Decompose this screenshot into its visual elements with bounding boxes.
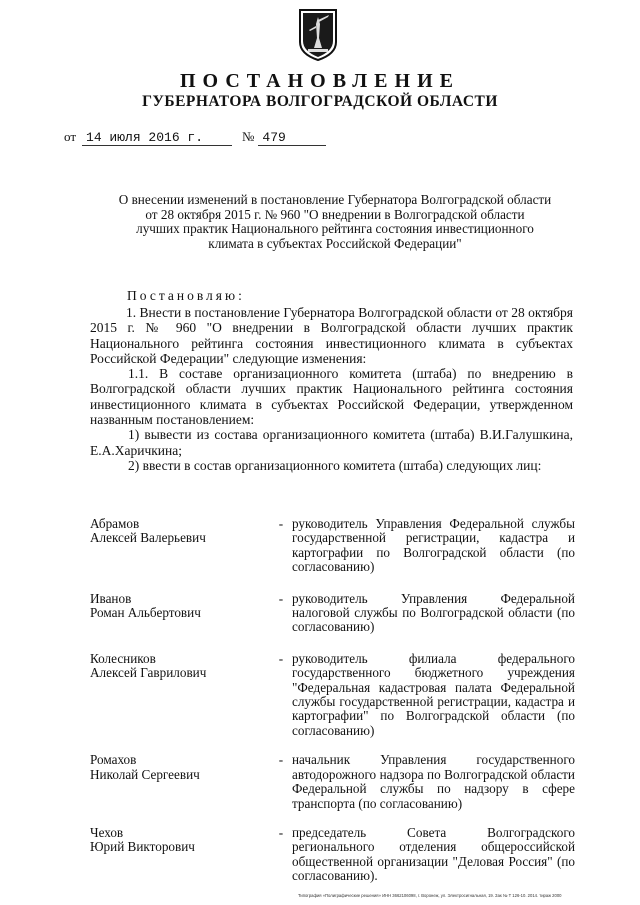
member-row: [90, 826, 575, 884]
member-role: руководитель Управления Федеральной службы государственной регистрации, кадастра и картографии по Волгоградской области (по согласованию): [292, 516, 575, 575]
paragraph: 1.1. В составе организационного комитета (штаба) по внедрению в Волгоградской области лучших практик Национального рейтинга состояния инвестиционного климата в субъектах Российской Федерации, утвержденном названным постановлением:: [90, 366, 573, 428]
member-name: [90, 592, 270, 635]
member-role: председатель Совета Волгоградского регионального отделения общероссийской общественной организации "Деловая Россия" (по согласованию).: [292, 824, 575, 884]
member-surname: Ромахов: [90, 752, 137, 768]
heading-line: лучших практик Национального рейтинга состояния инвестиционного: [136, 221, 534, 237]
coat-of-arms-icon: [298, 8, 338, 62]
member-surname: Иванов: [90, 590, 132, 606]
decree-date: 14 июля 2016 г.: [82, 131, 232, 146]
member-name: [90, 753, 270, 811]
member-role: руководитель филиала федерального государственного бюджетного учреждения "Федеральная кадастровая палата Федеральной службы государственной регистрации, кадастра и картографии" по Волгоградской области (по согласованию): [292, 650, 575, 738]
member-given-names: Роман Альбертович: [90, 605, 201, 621]
heading-line: О внесении изменений в постановление Губернатора Волгоградской области: [118, 192, 552, 207]
document-body: [90, 305, 573, 473]
member-given-names: Юрий Викторович: [90, 839, 195, 855]
dash: -: [278, 650, 284, 666]
member-row: [90, 517, 575, 575]
heading-line: климата в субъектах Российской Федерации": [208, 235, 462, 251]
paragraph: 1) вывести из состава организационного комитета (штаба) В.И.Галушкина, Е.А.Харичкина;: [90, 427, 573, 458]
document-heading: [90, 193, 580, 251]
member-row: [90, 753, 575, 811]
member-role: начальник Управления государственного автодорожного надзора по Волгоградской области Федеральной службы по надзору в сфере транспорта (по согласованию): [292, 752, 575, 811]
member-name: [90, 517, 270, 575]
member-surname: Колесников: [90, 650, 156, 666]
member-row: [90, 652, 575, 738]
member-name: [90, 652, 270, 738]
heading-line: от 28 октября 2015 г. № 960 "О внедрении в Волгоградской области: [145, 206, 525, 222]
member-given-names: Алексей Валерьевич: [90, 530, 206, 546]
dash: -: [278, 590, 284, 606]
dash: -: [278, 516, 284, 531]
document-issuer: ГУБЕРНАТОРА ВОЛГОГРАДСКОЙ ОБЛАСТИ: [142, 93, 498, 110]
decree-word: Постановляю:: [127, 288, 245, 303]
member-surname: Абрамов: [90, 516, 140, 531]
member-given-names: Алексей Гаврилович: [90, 665, 207, 681]
decree-number: 479: [258, 131, 326, 146]
member-given-names: Николай Сергеевич: [90, 766, 200, 782]
date-number-line: [64, 129, 326, 146]
member-role: руководитель Управления Федеральной налоговой службы по Волгоградской области (по согласованию): [292, 590, 575, 635]
committee-members-list: [90, 517, 575, 884]
document-title: ПОСТАНОВЛЕНИЕ: [180, 70, 460, 92]
paragraph: 2) ввести в состав организационного комитета (штаба) следующих лиц:: [128, 457, 542, 473]
member-row: [90, 592, 575, 635]
number-label: №: [242, 129, 255, 144]
paragraph: 1. Внести в постановление Губернатора Волгоградской области от 28 октября 2015 г. № 960 "О внедрении в Волгоградской области лучших практик Национального рейтинга состояния инвестиционного климата в субъектах Российской Федерации" следующие изменения:: [90, 305, 573, 366]
member-surname: Чехов: [90, 824, 124, 840]
dash: -: [278, 752, 284, 768]
printer-imprint: Типография «Полиграфические решения» ИНН 3662106098, г. Воронеж, ул. Электросигнальная, 19. Зак № Т 126-10. 2014. тираж 2000: [298, 893, 562, 898]
dash: -: [278, 824, 284, 840]
member-name: [90, 826, 270, 884]
date-prefix: от: [64, 129, 77, 144]
